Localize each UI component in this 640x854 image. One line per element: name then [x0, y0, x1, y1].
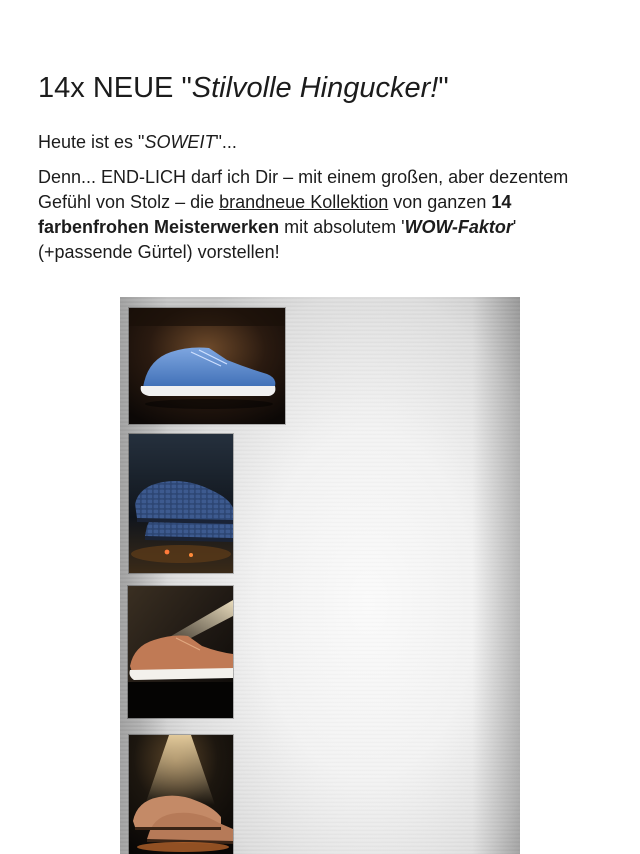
brown-suede-sneaker-icon — [128, 586, 233, 718]
headline-prefix: 14x NEUE " — [38, 72, 192, 104]
blue-suede-sneaker-icon — [129, 308, 285, 424]
lead-emphasis: SOWEIT — [144, 132, 216, 152]
intro-text-2: von ganzen — [388, 192, 492, 212]
blue-croc-derby-shoes-icon — [129, 434, 233, 573]
brown-suede-derby-shoes-icon — [129, 735, 233, 854]
wow-faktor-text: WOW-Faktor — [404, 217, 513, 237]
lead-paragraph — [38, 130, 237, 155]
intro-bold: 14 farbenfrohen Meisterwerken — [38, 192, 512, 237]
intro-text-4: ' (+passende Gürtel) vorstellen! — [38, 217, 517, 262]
intro-text-3: mit absolutem ' — [279, 217, 405, 237]
collection-link[interactable]: brandneue Kollektion — [219, 192, 389, 212]
collection-hero-image[interactable] — [120, 297, 520, 854]
headline-suffix: " — [438, 72, 449, 104]
lead-prefix: Heute ist es " — [38, 132, 145, 152]
lead-suffix: "... — [215, 132, 237, 152]
intro-text-1: Denn... END-LICH darf ich Dir – mit einem großen, aber dezentem Gefühl von Stolz – die — [38, 167, 569, 212]
headline-emphasis: Stilvolle Hingucker! — [191, 72, 439, 104]
newsletter-headline — [38, 66, 449, 110]
intro-paragraph — [38, 165, 604, 265]
